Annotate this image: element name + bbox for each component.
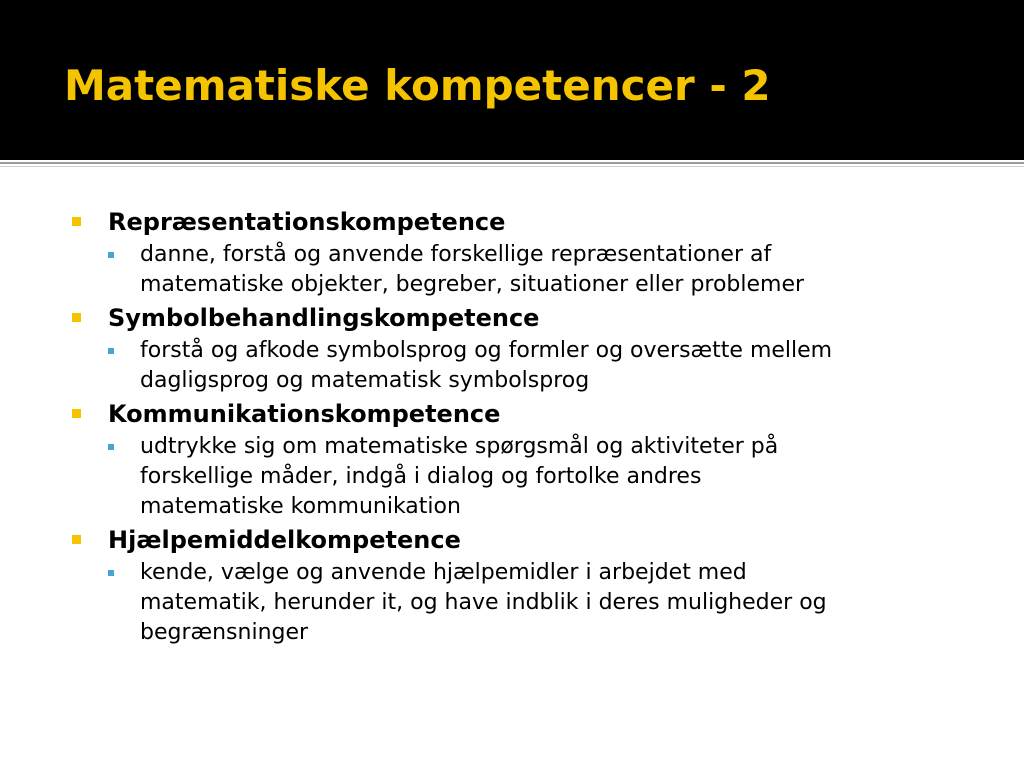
sub-item-line: dagligsprog og matematisk symbolsprog: [140, 368, 590, 393]
item-heading: [72, 300, 972, 336]
title-divider-thin: [0, 166, 1024, 167]
sub-item-line: forskellige måder, indgå i dialog og fortolke andres: [140, 464, 702, 489]
item-heading-text: Repræsentationskompetence: [108, 208, 506, 236]
item-heading-text: Hjælpemiddelkompetence: [108, 526, 461, 554]
small-square-bullet-icon: [108, 252, 114, 258]
slide-title: Matematiske kompetencer - 2: [64, 61, 771, 110]
square-bullet-icon: [72, 313, 81, 322]
list-item: [72, 300, 972, 396]
small-square-bullet-icon: [108, 444, 114, 450]
title-bar: [0, 0, 1024, 160]
sub-item-line: matematiske objekter, begreber, situationer eller problemer: [140, 272, 805, 297]
sub-item-line: begrænsninger: [140, 620, 309, 645]
list-item: [72, 396, 972, 522]
sub-item-line: kende, vælge og anvende hjælpemidler i arbejdet med: [140, 560, 747, 585]
item-heading: [72, 204, 972, 240]
small-square-bullet-icon: [108, 570, 114, 576]
sub-item: [108, 336, 930, 396]
sub-item: [108, 558, 930, 648]
sub-item-line: matematiske kommunikation: [140, 494, 461, 519]
sub-item: [108, 240, 930, 300]
small-square-bullet-icon: [108, 348, 114, 354]
sub-item-line: matematik, herunder it, og have indblik i deres muligheder og: [140, 590, 827, 615]
sub-item-line: udtrykke sig om matematiske spørgsmål og aktiviteter på: [140, 434, 779, 459]
square-bullet-icon: [72, 535, 81, 544]
list-item: [72, 204, 972, 300]
title-divider: [0, 162, 1024, 164]
sub-item-line: forstå og afkode symbolsprog og formler og oversætte mellem: [140, 338, 833, 363]
item-heading-text: Symbolbehandlingskompetence: [108, 304, 540, 332]
square-bullet-icon: [72, 409, 81, 418]
sub-item: [108, 432, 930, 522]
square-bullet-icon: [72, 217, 81, 226]
item-heading: [72, 522, 972, 558]
item-heading: [72, 396, 972, 432]
list-item: [72, 522, 972, 648]
item-heading-text: Kommunikationskompetence: [108, 400, 501, 428]
sub-item-line: danne, forstå og anvende forskellige repræsentationer af: [140, 242, 772, 267]
bullet-list: [72, 204, 972, 648]
